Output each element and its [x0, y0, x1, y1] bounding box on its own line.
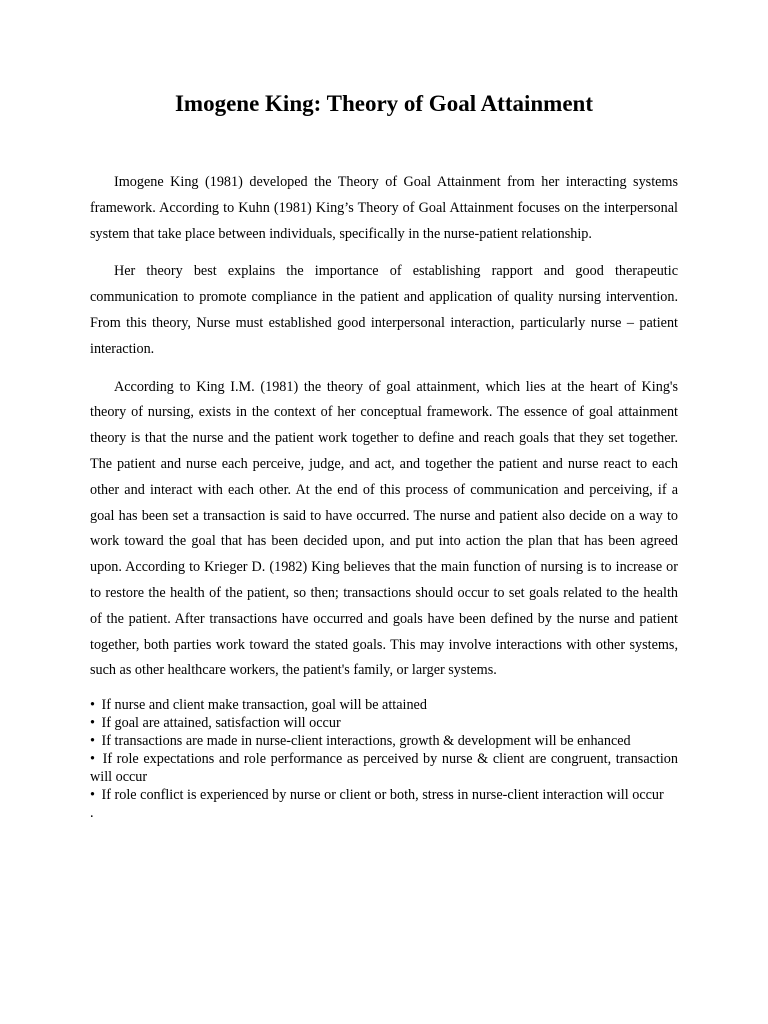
propositions-list — [90, 696, 678, 804]
bullet-icon: • — [90, 751, 95, 768]
bullet-icon: • — [90, 715, 95, 732]
paragraph-goal-attainment: According to King I.M. (1981) the theory of goal attainment, which lies at the heart of King's theory of nursing, exists in the context of her conceptual framework. The essence of goal attainment theory is that the nurse and the patient work together to define and reach goals that they set together. The patient and nurse each perceive, judge, and act, and together the patient and nurse react to each other and interact with each other. At the end of this process of communication and perceiving, if a goal has been set a transaction is said to have occurred. The nurse and patient also decide on a way to work toward the goal that has been decided upon, and put into action the plan that has been agreed upon. According to Krieger D. (1982) King believes that the main function of nursing is to increase or to restore the health of the patient, so then; transactions should occur to set goals related to the health of the patient. After transactions have occurred and goals have been defined by the nurse and patient together, both parties work toward the stated goals. This may involve interactions with other systems, such as other healthcare workers, the patient's family, or larger systems. — [90, 378, 678, 679]
bullet-icon: • — [90, 733, 95, 750]
paragraph-intro: Imogene King (1981) developed the Theory of Goal Attainment from her interacting systems framework. According to Kuhn (1981) King’s Theory of Goal Attainment focuses on the interpersonal system that take place between individuals, specifically in the nurse-patient relationship. — [90, 174, 678, 242]
bullet-icon: • — [90, 697, 95, 714]
list-item-text: If goal are attained, satisfaction will occur — [101, 715, 341, 732]
document-body — [90, 170, 678, 822]
page-title: Imogene King: Theory of Goal Attainment — [174, 91, 594, 116]
list-item-text: If role conflict is experienced by nurse or client or both, stress in nurse-client interaction will occur — [101, 787, 664, 804]
bullet-icon: • — [90, 787, 95, 804]
list-item-text: If nurse and client make transaction, goal will be attained — [101, 697, 427, 714]
list-item — [90, 750, 678, 786]
list-item — [90, 696, 678, 714]
list-item — [90, 714, 678, 732]
trailing-mark: . — [90, 805, 94, 822]
list-item — [90, 732, 678, 750]
list-item — [90, 786, 678, 804]
paragraph-rapport: Her theory best explains the importance of establishing rapport and good therapeutic communication to promote compliance in the patient and application of quality nursing intervention. From this theory, Nurse must established good interpersonal interaction, particularly nurse – patient interaction. — [90, 263, 678, 357]
list-item-text: If transactions are made in nurse-client interactions, growth & development will be enhanced — [101, 733, 631, 750]
list-item-text: If role expectations and role performance as perceived by nurse & client are congruent, transaction will occur — [90, 751, 678, 786]
